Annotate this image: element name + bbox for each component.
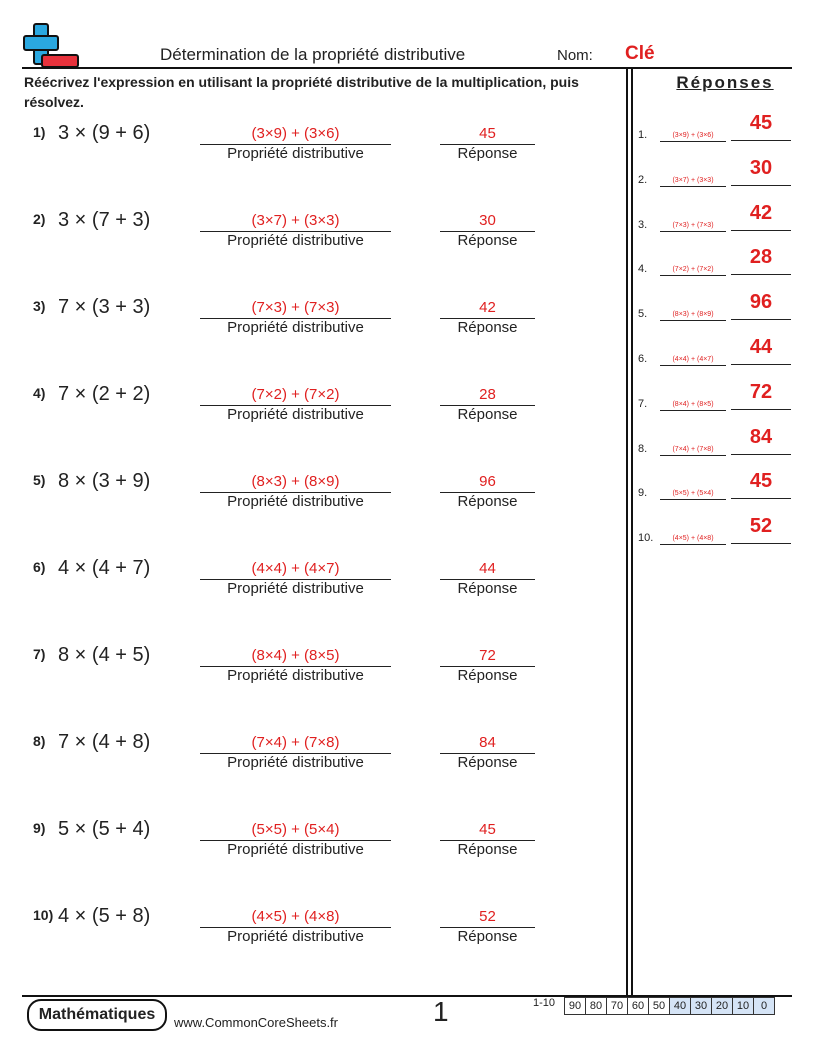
score-box: 90 bbox=[564, 997, 586, 1015]
distributive-answer: (7×2) + (7×2) bbox=[251, 386, 340, 403]
page-number: 1 bbox=[433, 996, 449, 1027]
key-answer-line bbox=[731, 230, 791, 231]
key-distributive: (5×5) + (5×4) bbox=[672, 490, 714, 498]
answer-value: 84 bbox=[479, 734, 496, 751]
key-answer-line bbox=[731, 364, 791, 365]
key-answer-line bbox=[731, 543, 791, 544]
key-answer: 42 bbox=[749, 201, 773, 224]
key-answer: 84 bbox=[749, 425, 773, 448]
key-row bbox=[636, 201, 796, 238]
key-answer-line bbox=[731, 498, 791, 499]
key-distributive: (8×4) + (8×5) bbox=[672, 400, 714, 408]
problem-number: 8) bbox=[33, 733, 46, 749]
key-row bbox=[636, 156, 796, 193]
logo-plus-minus-icon bbox=[22, 22, 80, 70]
key-number: 9. bbox=[638, 487, 648, 500]
problem-expression: 4 × (4 + 7) bbox=[58, 557, 151, 579]
answer-label: Réponse bbox=[457, 232, 518, 249]
answer-label: Réponse bbox=[457, 667, 518, 684]
score-table bbox=[565, 997, 775, 1015]
problem-expression: 8 × (4 + 5) bbox=[58, 644, 151, 666]
page-title: Détermination de la propriété distributive bbox=[160, 45, 466, 64]
problem-expression: 7 × (3 + 3) bbox=[58, 296, 151, 318]
key-row bbox=[636, 112, 796, 148]
brand-badge: Mathématiques bbox=[27, 999, 167, 1031]
key-distributive-line bbox=[660, 455, 726, 456]
key-distributive: (3×7) + (3×3) bbox=[672, 176, 714, 184]
distributive-answer: (8×3) + (8×9) bbox=[251, 473, 340, 490]
key-row bbox=[636, 246, 796, 282]
key-number: 5. bbox=[638, 308, 648, 321]
distributive-answer: (3×9) + (3×6) bbox=[251, 125, 340, 142]
key-answer: 44 bbox=[749, 336, 773, 358]
answer-value: 72 bbox=[479, 647, 496, 664]
answer-value: 44 bbox=[479, 560, 496, 577]
key-answer: 45 bbox=[749, 470, 773, 493]
problem-row bbox=[0, 559, 626, 619]
problem-number: 10) bbox=[33, 907, 54, 923]
score-box: 60 bbox=[627, 997, 649, 1015]
answer-label: Réponse bbox=[457, 406, 518, 423]
name-value: Clé bbox=[625, 43, 655, 64]
key-row bbox=[636, 380, 796, 417]
key-distributive: (4×5) + (4×8) bbox=[672, 535, 714, 543]
answer-label: Réponse bbox=[457, 841, 518, 858]
key-answer-line bbox=[731, 274, 791, 275]
key-distributive: (7×4) + (7×8) bbox=[672, 445, 714, 453]
distributive-label: Propriété distributive bbox=[227, 493, 364, 510]
answer-value: 96 bbox=[479, 473, 496, 490]
score-box: 10 bbox=[732, 997, 754, 1015]
key-answer: 72 bbox=[749, 380, 773, 403]
problem-row bbox=[0, 472, 626, 532]
distributive-answer: (5×5) + (5×4) bbox=[251, 821, 340, 838]
key-number: 8. bbox=[638, 442, 648, 455]
problem-expression: 3 × (7 + 3) bbox=[58, 209, 151, 231]
key-row bbox=[636, 425, 796, 462]
answer-value: 30 bbox=[479, 212, 496, 229]
key-number: 7. bbox=[638, 397, 648, 410]
distributive-label: Propriété distributive bbox=[227, 754, 364, 771]
key-row bbox=[636, 470, 796, 506]
distributive-answer: (4×5) + (4×8) bbox=[251, 908, 340, 925]
key-row bbox=[636, 291, 796, 327]
key-distributive: (3×9) + (3×6) bbox=[672, 132, 714, 139]
key-number: 10. bbox=[638, 532, 654, 545]
key-distributive-line bbox=[660, 231, 726, 232]
answer-label: Réponse bbox=[457, 580, 518, 597]
problem-row bbox=[0, 820, 626, 880]
key-answer: 96 bbox=[749, 291, 773, 314]
key-distributive-line bbox=[660, 186, 726, 187]
score-box: 80 bbox=[585, 997, 607, 1015]
site-url: www.CommonCoreSheets.fr bbox=[174, 1015, 338, 1030]
distributive-label: Propriété distributive bbox=[227, 319, 364, 336]
key-answer: 30 bbox=[749, 156, 773, 179]
key-distributive: (7×3) + (7×3) bbox=[672, 221, 714, 229]
key-answer-line bbox=[731, 409, 791, 410]
key-distributive: (8×3) + (8×9) bbox=[672, 311, 714, 319]
distributive-label: Propriété distributive bbox=[227, 841, 364, 858]
distributive-label: Propriété distributive bbox=[227, 406, 364, 423]
key-answer-line bbox=[731, 140, 791, 141]
distributive-label: Propriété distributive bbox=[227, 667, 364, 684]
answer-value: 42 bbox=[479, 299, 496, 316]
key-number: 2. bbox=[638, 173, 648, 186]
score-box: 20 bbox=[711, 997, 733, 1015]
key-distributive-line bbox=[660, 141, 726, 142]
answer-label: Réponse bbox=[457, 319, 518, 336]
problem-row bbox=[0, 298, 626, 358]
score-box: 40 bbox=[669, 997, 691, 1015]
answer-value: 45 bbox=[479, 125, 496, 142]
problem-number: 2) bbox=[33, 211, 46, 227]
score-box: 0 bbox=[753, 997, 775, 1015]
key-number: 3. bbox=[638, 218, 648, 231]
problem-number: 7) bbox=[33, 646, 46, 662]
problem-number: 3) bbox=[33, 298, 46, 314]
name-label: Nom: bbox=[557, 47, 593, 64]
answer-label: Réponse bbox=[457, 928, 518, 945]
distributive-label: Propriété distributive bbox=[227, 580, 364, 597]
distributive-label: Propriété distributive bbox=[227, 145, 364, 162]
answer-label: Réponse bbox=[457, 754, 518, 771]
key-answer-line bbox=[731, 454, 791, 455]
distributive-answer: (8×4) + (8×5) bbox=[251, 647, 340, 664]
key-distributive-line bbox=[660, 275, 726, 276]
distributive-answer: (3×7) + (3×3) bbox=[251, 212, 340, 229]
header-rule bbox=[22, 67, 792, 69]
key-distributive-line bbox=[660, 544, 726, 545]
problem-number: 5) bbox=[33, 472, 46, 488]
key-distributive-line bbox=[660, 499, 726, 500]
key-distributive: (4×4) + (4×7) bbox=[672, 356, 714, 363]
problem-expression: 7 × (2 + 2) bbox=[58, 383, 151, 405]
distributive-answer: (7×4) + (7×8) bbox=[251, 734, 340, 751]
column-divider bbox=[626, 67, 628, 996]
key-row bbox=[636, 515, 796, 551]
instructions: Réécrivez l'expression en utilisant la propriété distributive de la multiplication, puis résolvez. bbox=[24, 74, 579, 110]
problem-row bbox=[0, 385, 626, 445]
key-row bbox=[636, 336, 796, 372]
distributive-answer: (4×4) + (4×7) bbox=[251, 560, 340, 577]
problem-number: 1) bbox=[33, 124, 46, 140]
key-answer: 52 bbox=[749, 515, 773, 538]
score-box: 70 bbox=[606, 997, 628, 1015]
key-distributive-line bbox=[660, 320, 726, 321]
key-answer-line bbox=[731, 319, 791, 320]
key-number: 1. bbox=[638, 129, 648, 141]
answers-title: Réponses bbox=[676, 73, 774, 92]
key-distributive: (7×2) + (7×2) bbox=[672, 266, 714, 274]
key-answer: 28 bbox=[749, 246, 773, 269]
problem-row bbox=[0, 907, 626, 967]
score-box: 30 bbox=[690, 997, 712, 1015]
key-answer: 45 bbox=[749, 112, 773, 134]
column-divider bbox=[631, 67, 633, 996]
problem-expression: 8 × (3 + 9) bbox=[58, 470, 151, 492]
answer-value: 28 bbox=[479, 386, 496, 403]
distributive-label: Propriété distributive bbox=[227, 232, 364, 249]
key-number: 4. bbox=[638, 263, 648, 276]
problem-expression: 7 × (4 + 8) bbox=[58, 731, 151, 753]
answer-value: 45 bbox=[479, 821, 496, 838]
answer-label: Réponse bbox=[457, 145, 518, 162]
key-number: 6. bbox=[638, 353, 648, 365]
problem-number: 4) bbox=[33, 385, 46, 401]
problem-row bbox=[0, 646, 626, 706]
problem-expression: 5 × (5 + 4) bbox=[58, 818, 151, 840]
problem-number: 6) bbox=[33, 559, 46, 575]
problem-number: 9) bbox=[33, 820, 46, 836]
distributive-label: Propriété distributive bbox=[227, 928, 364, 945]
problem-row bbox=[0, 211, 626, 271]
key-distributive-line bbox=[660, 410, 726, 411]
key-distributive-line bbox=[660, 365, 726, 366]
problem-expression: 4 × (5 + 8) bbox=[58, 905, 151, 927]
problem-row bbox=[0, 733, 626, 793]
score-box: 50 bbox=[648, 997, 670, 1015]
answer-label: Réponse bbox=[457, 493, 518, 510]
distributive-answer: (7×3) + (7×3) bbox=[251, 299, 340, 316]
answer-value: 52 bbox=[479, 908, 496, 925]
problem-row bbox=[0, 124, 626, 184]
problem-expression: 3 × (9 + 6) bbox=[58, 122, 151, 144]
score-range: 1-10 bbox=[533, 997, 556, 1009]
key-answer-line bbox=[731, 185, 791, 186]
